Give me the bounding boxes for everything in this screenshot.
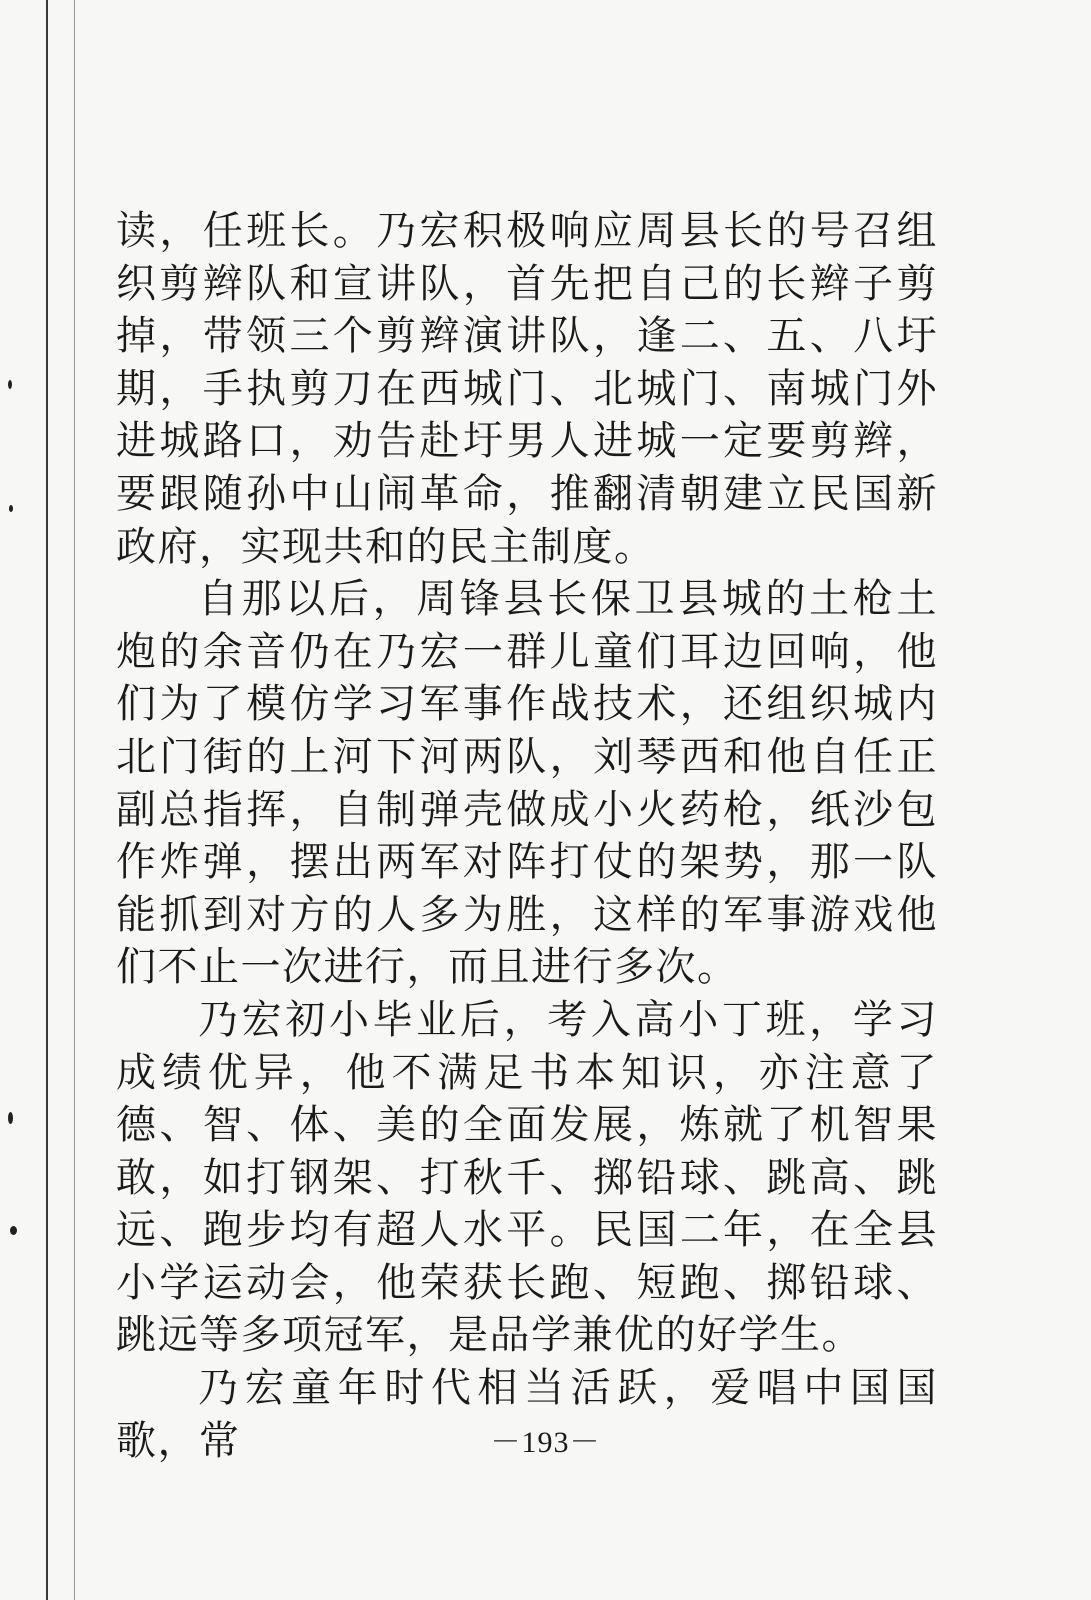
binding-edge-line-inner bbox=[74, 0, 75, 1600]
paragraph-4: 乃宏童年时代相当活跃，爱唱中国国歌，常 bbox=[116, 1365, 938, 1464]
scan-speck bbox=[8, 1112, 13, 1124]
page-body bbox=[116, 205, 938, 1467]
paragraph-2: 自那以后，周锋县长保卫县城的土枪土炮的余音仍在乃宏一群儿童们耳边回响，他们为了模仿学习军事作战技术，还组织城内北门街的上河下河两队，刘琴西和他自任正副总指挥，自制弹壳做成小火药枪，纸沙包作炸弹，摆出两军对阵打仗的架势，那一队能抓到对方的人多为胜，这样的军事游戏他们不止一次进行，而且进行多次。 bbox=[116, 576, 938, 991]
paragraph-3: 乃宏初小毕业后，考入高小丁班，学习成绩优异，他不满足书本知识，亦注意了德、智、体、美的全面发展，炼就了机智果敢，如打钢架、打秋千、掷铅球、跳高、跳远、跑步均有超人水平。民国二年，在全县小学运动会，他荣获长跑、短跑、掷铅球、跳远等多项冠军，是品学兼优的好学生。 bbox=[116, 996, 938, 1359]
scan-speck bbox=[10, 1226, 17, 1235]
binding-edge-line bbox=[46, 0, 48, 1600]
page-number: －193－ bbox=[490, 1426, 601, 1459]
scan-speck bbox=[8, 380, 12, 389]
scan-speck bbox=[9, 505, 13, 512]
paragraph-1: 读，任班长。乃宏积极响应周县长的号召组织剪辫队和宣讲队，首先把自己的长辫子剪掉，带领三个剪辫演讲队，逢二、五、八圩期，手执剪刀在西城门、北城门、南城门外进城路口，劝告赴圩男人进城一定要剪辫，要跟随孙中山闹革命，推翻清朝建立民国新政府，实现共和的民主制度。 bbox=[116, 208, 938, 570]
